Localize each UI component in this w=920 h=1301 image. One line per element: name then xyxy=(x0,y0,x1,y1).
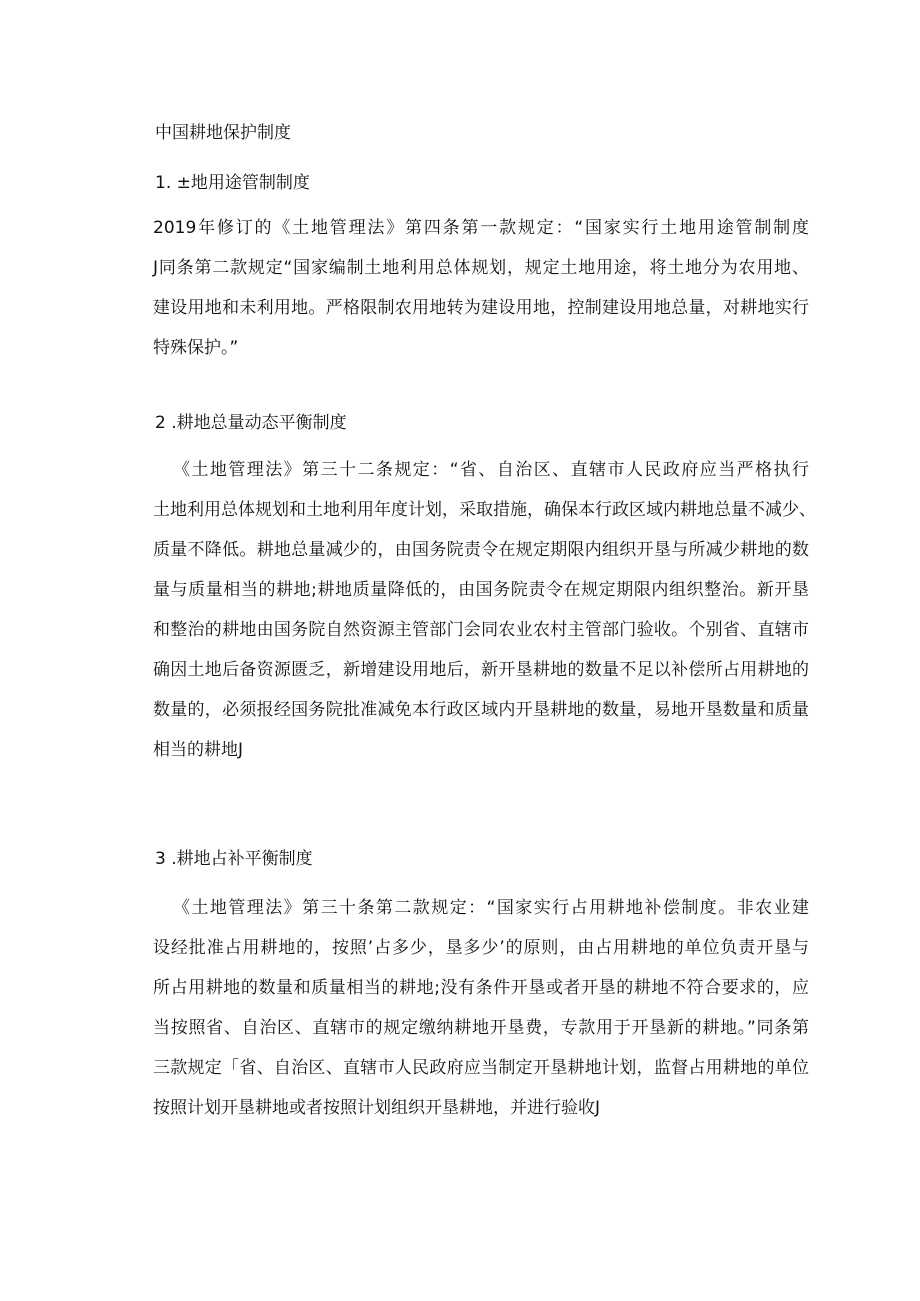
section-3-line-1: 《土地管理法》第三十条第二款规定：“国家实行占用耕地补偿制度。非农业建 xyxy=(173,898,809,918)
section-3-line-3: 所占用耕地的数量和质量相当的耕地;没有条件开垦或者开垦的耕地不符合要求的，应 xyxy=(153,978,809,998)
section-1-line-3: 建设用地和未利用地。严格限制农用地转为建设用地，控制建设用地总量，对耕地实行 xyxy=(153,298,809,318)
section-2-line-3: 质量不降低。耕地总量减少的，由国务院责令在规定期限内组织开垦与所减少耕地的数 xyxy=(153,540,809,560)
section-2-line-8: 相当的耕地J xyxy=(153,740,244,760)
section-3-line-6: 按照计划开垦耕地或者按照计划组织开垦耕地，并进行验收J xyxy=(153,1098,601,1118)
section-1-line-1: 2019年修订的《土地管理法》第四条第一款规定：“国家实行土地用途管制制度 xyxy=(153,218,809,238)
section-2-line-7: 数量的，必须报经国务院批准减免本行政区域内开垦耕地的数量，易地开垦数量和质量 xyxy=(153,700,809,720)
section-3-heading: 3 .耕地占补平衡制度 xyxy=(155,849,313,869)
document-title: 中国耕地保护制度 xyxy=(155,123,291,143)
section-1-line-4: 特殊保护。” xyxy=(153,338,239,358)
section-2-body xyxy=(153,450,816,770)
section-2-line-5: 和整治的耕地由国务院自然资源主管部门会同农业农村主管部门验收。个别省、直辖市 xyxy=(153,620,809,640)
section-1-line-2: J同条第二款规定“国家编制土地利用总体规划，规定土地用途，将土地分为农用地、 xyxy=(153,258,809,278)
section-3-line-2: 设经批准占用耕地的，按照’占多少，垦多少’的原则，由占用耕地的单位负责开垦与 xyxy=(153,938,809,958)
section-2-line-6: 确因土地后备资源匮乏，新增建设用地后，新开垦耕地的数量不足以补偿所占用耕地的 xyxy=(153,660,809,680)
section-2-line-4: 量与质量相当的耕地;耕地质量降低的，由国务院责令在规定期限内组织整治。新开垦 xyxy=(153,580,809,600)
section-3-body xyxy=(153,888,809,1128)
section-3-line-4: 当按照省、自治区、直辖市的规定缴纳耕地开垦费，专款用于开垦新的耕地。”同条第 xyxy=(153,1018,809,1038)
section-2-heading: 2 .耕地总量动态平衡制度 xyxy=(155,413,347,433)
section-1-heading: 1. ±地用途管制制度 xyxy=(155,173,310,193)
section-3-line-5: 三款规定「省、自治区、直辖市人民政府应当制定开垦耕地计划，监督占用耕地的单位 xyxy=(153,1058,809,1078)
section-1-body xyxy=(153,208,809,368)
section-2-line-2: 土地利用总体规划和土地利用年度计划，采取措施，确保本行政区域内耕地总量不减少、 xyxy=(153,500,816,520)
section-2-line-1: 《土地管理法》第三十二条规定：“省、自治区、直辖市人民政府应当严格执行 xyxy=(173,460,809,480)
